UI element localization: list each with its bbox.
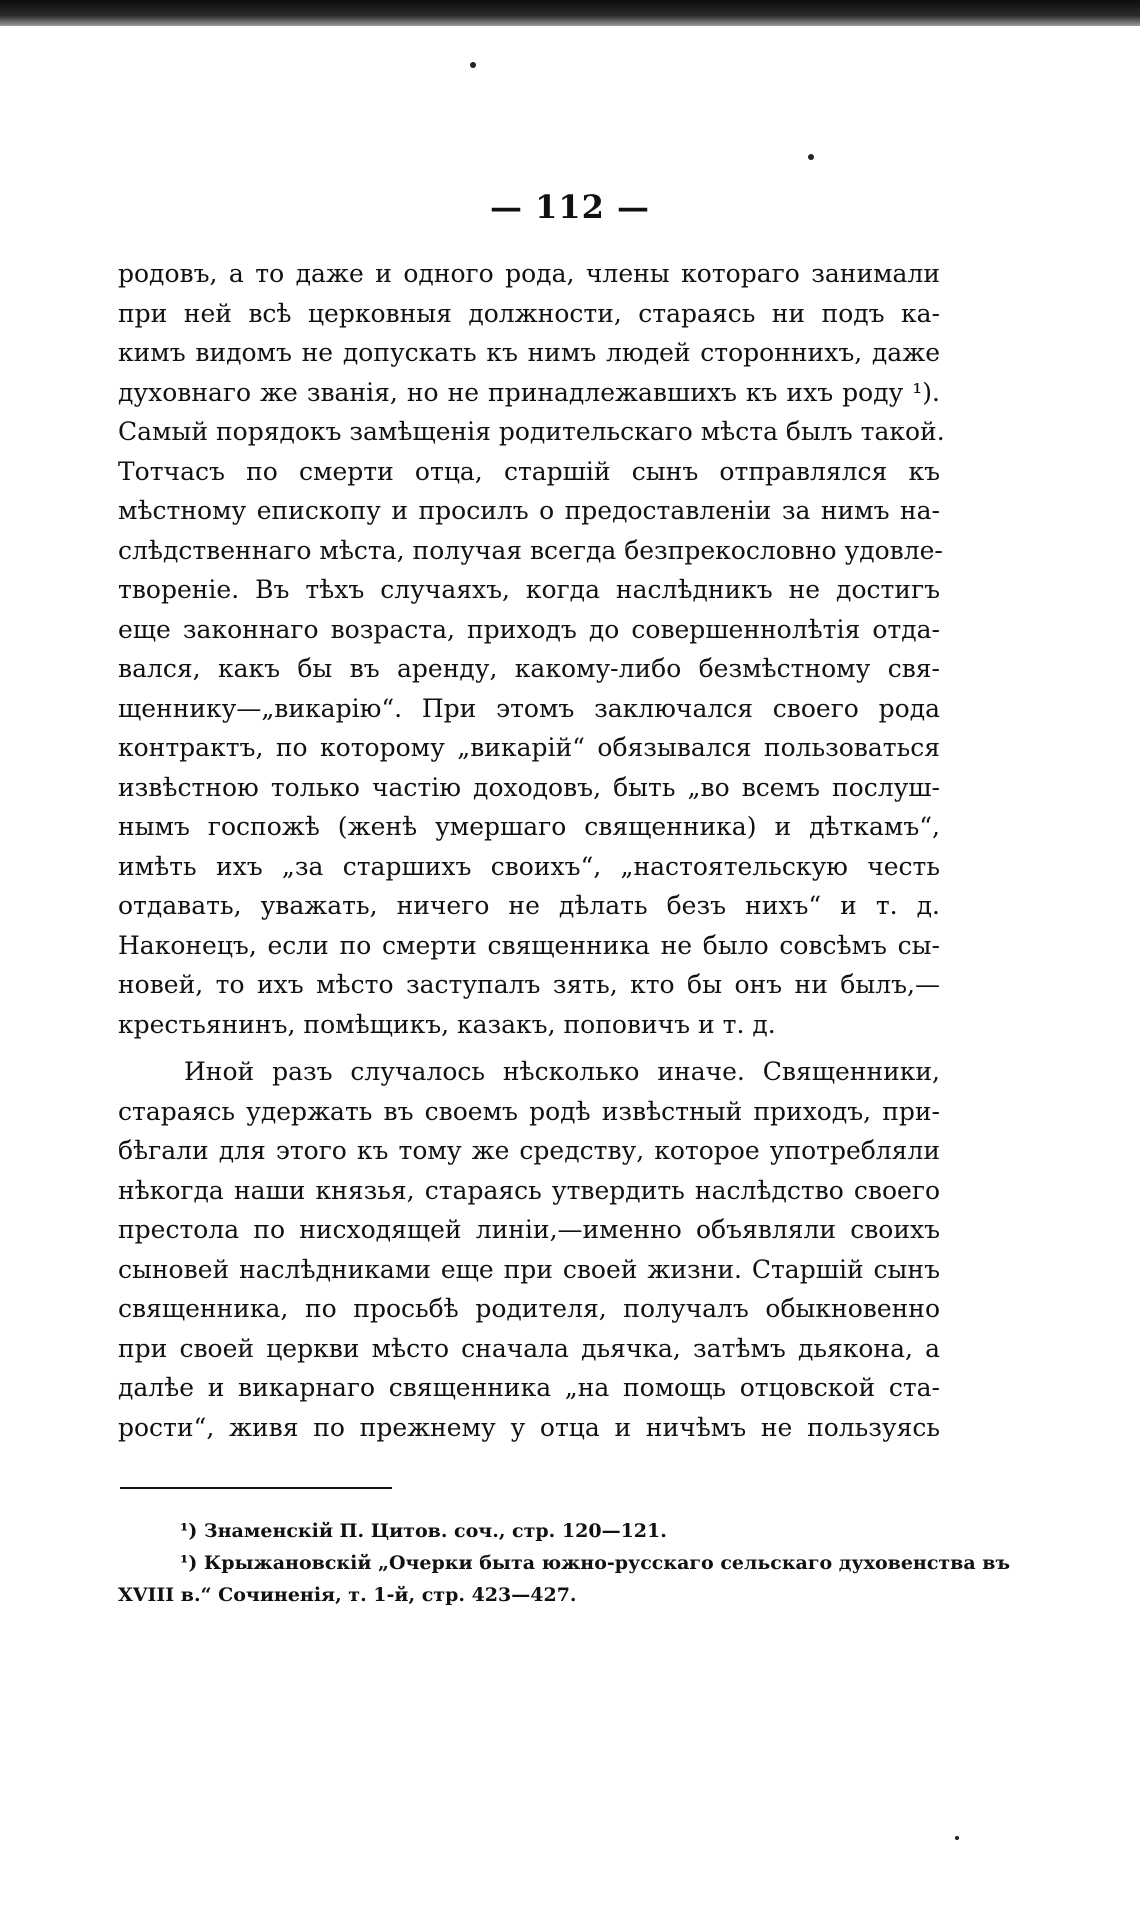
text-line: крестьянинъ, помѣщикъ, казакъ, поповичъ и т. д.	[118, 1009, 776, 1039]
text-line: твореніе. Въ тѣхъ случаяхъ, когда наслѣдникъ не достигъ	[118, 575, 940, 604]
text-line: Наконецъ, если по смерти священника не было совсѣмъ сы-	[118, 930, 940, 960]
footnote-separator	[120, 1487, 392, 1489]
text-line: кимъ видомъ не допускать къ нимъ людей стороннихъ, даже	[118, 338, 940, 367]
text-line: бѣгали для этого къ тому же средству, которое употребляли	[118, 1136, 940, 1165]
text-line: отдавать, уважать, ничего не дѣлать безъ нихъ“ и т. д.	[118, 891, 940, 920]
text-line: щеннику—„викарію“. При этомъ заключался своего рода	[118, 693, 940, 723]
text-line: нымъ госпожѣ (женѣ умершаго священника) и дѣткамъ“,	[118, 812, 940, 841]
main-text	[118, 254, 945, 1447]
text-line: слѣдственнаго мѣста, получая всегда безпрекословно удовле-	[118, 535, 943, 565]
text-line: вался, какъ бы въ аренду, какому-либо безмѣстному свя-	[118, 654, 940, 683]
footnote: ¹) Знаменскій П. Цитов. соч., стр. 120—121.	[180, 1520, 667, 1542]
text-line: Самый порядокъ замѣщенія родительскаго мѣста былъ такой.	[118, 417, 945, 446]
text-line: при своей церкви мѣсто сначала дьячка, затѣмъ дьякона, а	[118, 1333, 940, 1363]
text-line: духовнаго же званія, но не принадлежавшихъ къ ихъ роду ¹).	[118, 377, 940, 407]
text-line: священника, по просьбѣ родителя, получалъ обыкновенно	[118, 1294, 940, 1323]
text-line: нѣкогда наши князья, стараясь утвердить наслѣдство своего	[118, 1175, 940, 1205]
text-line: извѣстною только частію доходовъ, быть „во всемъ послуш-	[118, 772, 940, 802]
text-line: рости“, живя по прежнему у отца и ничѣмъ не пользуясь	[118, 1412, 940, 1442]
paragraph-start-line: Иной разъ случалось нѣсколько иначе. Священники,	[184, 1057, 940, 1086]
scan-top-border	[0, 0, 1140, 26]
text-line: при ней всѣ церковныя должности, стараясь ни подъ ка-	[118, 298, 940, 328]
page-number: — 112 —	[489, 188, 651, 226]
text-line: новей, то ихъ мѣсто заступалъ зять, кто бы онъ ни былъ,—	[118, 970, 940, 999]
text-line: родовъ, а то даже и одного рода, члены котораго занимали	[118, 259, 940, 288]
scan-speck	[955, 1836, 959, 1840]
text-line: далѣе и викарнаго священника „на помощь отцовской ста-	[118, 1373, 940, 1402]
text-line: имѣть ихъ „за старшихъ своихъ“, „настоятельскую честь	[118, 851, 940, 881]
footnotes	[118, 1515, 1011, 1611]
text-line: Тотчасъ по смерти отца, старшій сынъ отправлялся къ	[118, 456, 940, 486]
text-line: мѣстному епископу и просилъ о предоставленіи за нимъ на-	[118, 496, 940, 525]
footnote: ¹) Крыжановскій „Очерки быта южно-русскаго сельскаго духовенства въ	[180, 1552, 1011, 1574]
scan-speck	[470, 62, 476, 68]
text-line: сыновей наслѣдниками еще при своей жизни. Старшій сынъ	[118, 1254, 940, 1284]
text-line: стараясь удержать въ своемъ родѣ извѣстный приходъ, при-	[118, 1096, 940, 1126]
scan-speck	[808, 154, 814, 160]
footnote-continuation: XVIII в.“ Сочиненія, т. 1-й, стр. 423—427.	[118, 1584, 577, 1606]
text-line: контрактъ, по которому „викарій“ обязывался пользоваться	[118, 733, 940, 762]
text-line: престола по нисходящей линіи,—именно объявляли своихъ	[118, 1215, 940, 1244]
text-line: еще законнаго возраста, приходъ до совершеннолѣтія отда-	[118, 614, 940, 644]
